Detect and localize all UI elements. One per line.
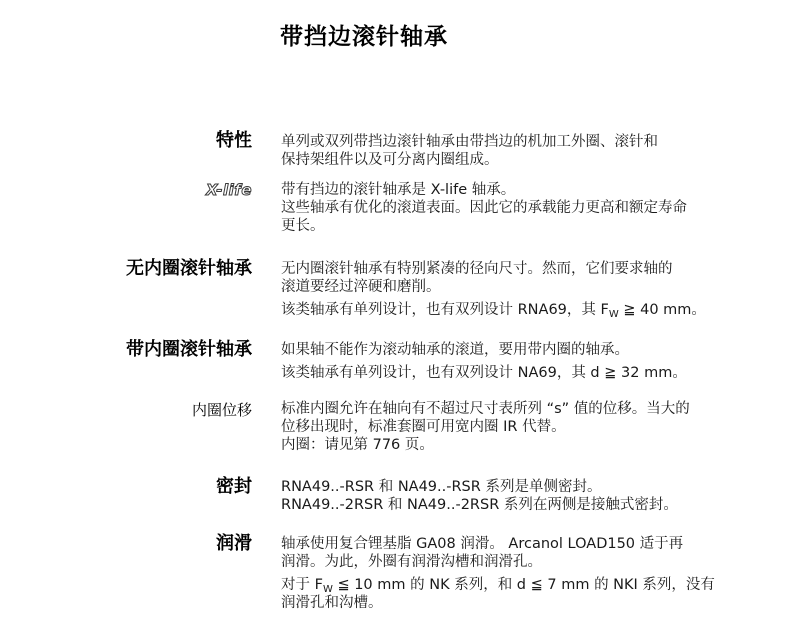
without-inner-ring-text-2-suffix: ≧ 40 mm。 [618, 302, 706, 318]
without-inner-ring-text-2 [281, 301, 776, 319]
section-body-inner-ring-displacement [281, 400, 776, 454]
with-inner-ring-text-1: 如果轴不能作为滚动轴承的滚道，要用带内圈的轴承。 [281, 342, 629, 358]
lubrication-text-2-prefix: 对于 F [281, 577, 323, 593]
without-inner-ring-text-1: 无内圈滚针轴承有特别紧凑的径向尺寸。然而，它们要求轴的 滚道要经过淬硬和磨削。 [281, 261, 673, 295]
xlife-text: 带有挡边的滚针轴承是 X-life 轴承。 这些轴承有优化的滚道表面。因此它的承载能力更高和额定寿命 更长。 [281, 182, 687, 234]
without-inner-ring-text-2-prefix: 该类轴承有单列设计，也有双列设计 RNA69，其 F [281, 302, 609, 318]
fw-subscript-lubrication: W [322, 584, 333, 595]
section-body-seals [281, 478, 776, 514]
fw-subscript: W [608, 309, 619, 320]
xlife-logo: X-life [206, 181, 252, 199]
section-body-xlife [281, 181, 776, 235]
section-body-without-inner-ring [281, 260, 776, 319]
section-body-lubrication [281, 535, 776, 612]
section-heading-seals: 密封 [216, 476, 252, 497]
lubrication-text-1: 轴承使用复合锂基脂 GA08 润滑。 Arcanol LOAD150 适于再 润滑。为此，外圈有润滑沟槽和润滑孔。 [281, 536, 684, 570]
seals-text: RNA49..-RSR 和 NA49..-RSR 系列是单侧密封。 RNA49..-2RSR 和 NA49..-2RSR 系列在两侧是接触式密封。 [281, 479, 678, 513]
section-heading-inner-ring-displacement: 内圈位移 [191, 401, 252, 419]
section-heading-features: 特性 [216, 130, 252, 151]
section-heading-with-inner-ring: 带内圈滚针轴承 [126, 339, 252, 360]
with-inner-ring-text-2: 该类轴承有单列设计，也有双列设计 NA69，其 d ≧ 32 mm。 [281, 365, 687, 381]
section-heading-without-inner-ring: 无内圈滚针轴承 [126, 258, 252, 279]
section-heading-lubrication: 润滑 [216, 533, 252, 554]
lubrication-text-2 [281, 576, 776, 612]
page-title: 带挡边滚针轴承 [280, 24, 448, 50]
features-text: 单列或双列带挡边滚针轴承由带挡边的机加工外圈、滚针和 保持架组件以及可分离内圈组成。 [281, 134, 658, 168]
section-body-features [281, 133, 776, 169]
inner-ring-displacement-text: 标准内圈允许在轴向有不超过尺寸表所列 “s” 值的位移。当大的 位移出现时，标准套圈可用宽内圈 IR 代替。 内圈：请见第 776 页。 [281, 401, 690, 453]
lubrication-text-2-suffix: ≦ 10 mm 的 NK 系列，和 d ≦ 7 mm 的 NKI 系列，没有 润滑孔和沟槽。 [281, 577, 715, 611]
section-body-with-inner-ring [281, 341, 776, 382]
